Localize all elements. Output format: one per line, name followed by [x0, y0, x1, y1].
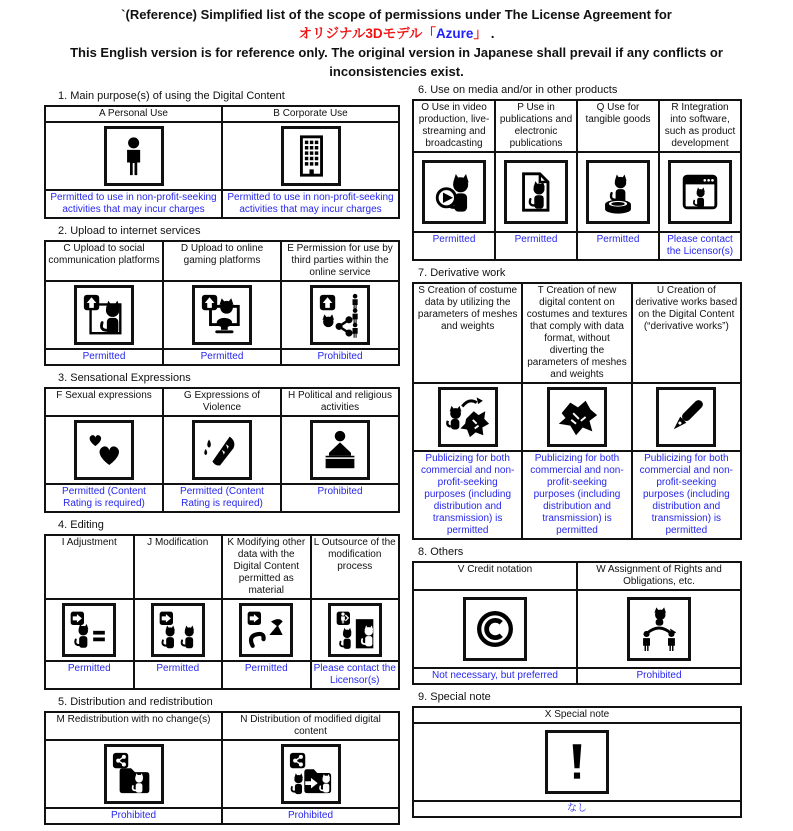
- cell-caption: Permitted: [134, 661, 223, 689]
- title-model-name-jp: オリジナル3Dモデル「: [298, 26, 436, 41]
- section-derivative-work: [412, 267, 742, 540]
- cell-caption: Prohibited: [281, 349, 399, 365]
- section-heading: 1. Main purpose(s) of using the Digital Content: [58, 90, 285, 102]
- cell-caption: Prohibited: [577, 668, 741, 684]
- icon-cell: [311, 599, 400, 661]
- section-heading: 5. Distribution and redistribution: [58, 696, 213, 708]
- cell-caption: Permitted (Content Rating is required): [163, 484, 281, 512]
- building-icon: [281, 126, 341, 186]
- icon-cell: [45, 281, 163, 349]
- icon-cell: [222, 122, 399, 190]
- cell-label: X Special note: [413, 707, 741, 723]
- new-content-icon: [547, 387, 607, 447]
- permissions-table: [412, 561, 742, 685]
- icon-cell: [163, 281, 281, 349]
- title-period: .: [486, 26, 495, 41]
- sexual-expression-icon: [74, 420, 134, 480]
- cell-label: D Upload to online gaming platforms: [163, 241, 281, 281]
- icon-cell: [577, 590, 741, 668]
- upload-gaming-icon: [192, 285, 252, 345]
- cell-caption: Publicizing for both commercial and non-profit-seeking purposes (including distribution and transmission) is permitted: [413, 451, 522, 539]
- cell-caption: Permitted to use in non-profit-seeking activities that may incur charges: [222, 190, 399, 218]
- right-column: [412, 84, 742, 824]
- section-sensational: [44, 372, 400, 513]
- cell-caption: Prohibited: [222, 808, 399, 824]
- cell-label: V Credit notation: [413, 562, 577, 590]
- permissions-table: [44, 387, 400, 513]
- permissions-table: [44, 105, 400, 219]
- section-heading: 2. Upload to internet services: [58, 225, 201, 237]
- cell-label: O Use in video production, live-streaming and broadcasting: [413, 100, 495, 152]
- tangible-goods-icon: [586, 160, 650, 224]
- cell-caption: Permitted: [45, 661, 134, 689]
- cell-label: Q Use for tangible goods: [577, 100, 659, 152]
- cell-caption: Permitted to use in non-profit-seeking activities that may incur charges: [45, 190, 222, 218]
- icon-cell: [413, 723, 741, 801]
- derivative-works-pen-icon: [656, 387, 716, 447]
- icon-cell: [632, 383, 741, 451]
- cell-label: C Upload to social communication platforms: [45, 241, 163, 281]
- icon-cell: [45, 122, 222, 190]
- cell-label: M Redistribution with no change(s): [45, 712, 222, 740]
- section-heading: 3. Sensational Expressions: [58, 372, 191, 384]
- cell-caption: Not necessary, but preferred: [413, 668, 577, 684]
- icon-cell: [281, 416, 399, 484]
- redistribution-icon: [104, 744, 164, 804]
- cell-label: B Corporate Use: [222, 106, 399, 122]
- permissions-table: [412, 99, 742, 261]
- modify-material-icon: [239, 603, 293, 657]
- section-heading: 8. Others: [418, 546, 464, 558]
- icon-cell: [413, 590, 577, 668]
- political-religious-icon: [310, 420, 370, 480]
- section-heading: 9. Special note: [418, 691, 491, 703]
- cell-caption: Publicizing for both commercial and non-profit-seeking purposes (including distribution and transmission) is permitted: [632, 451, 741, 539]
- cell-label: E Permission for use by third parties within the online service: [281, 241, 399, 281]
- icon-cell: [45, 416, 163, 484]
- costume-data-icon: [438, 387, 498, 447]
- icon-cell: [413, 383, 522, 451]
- permissions-table: [44, 711, 400, 825]
- permissions-table: [44, 534, 400, 690]
- section-heading: 7. Derivative work: [418, 267, 506, 279]
- cell-label: K Modifying other data with the Digital Content permitted as material: [222, 535, 311, 599]
- icon-cell: [45, 599, 134, 661]
- publication-icon: [504, 160, 568, 224]
- cell-label: R Integration into software, such as product development: [659, 100, 741, 152]
- cell-caption: Please contact the Licensor(s): [659, 232, 741, 260]
- icon-cell: [659, 152, 741, 232]
- cell-label: W Assignment of Rights and Obligations, etc.: [577, 562, 741, 590]
- rights-assignment-icon: [627, 597, 691, 661]
- cell-caption: Permitted: [577, 232, 659, 260]
- cell-caption: Please contact the Licensor(s): [311, 661, 400, 689]
- left-column: [44, 90, 400, 831]
- cell-label: L Outsource of the modification process: [311, 535, 400, 599]
- modification-icon: [151, 603, 205, 657]
- icon-cell: [522, 383, 631, 451]
- cell-caption: Permitted: [45, 349, 163, 365]
- icon-cell: [222, 599, 311, 661]
- section-media-products: [412, 84, 742, 261]
- software-integration-icon: [668, 160, 732, 224]
- violence-icon: [192, 420, 252, 480]
- cell-label: I Adjustment: [45, 535, 134, 599]
- cell-caption: Permitted: [413, 232, 495, 260]
- cell-label: F Sexual expressions: [45, 388, 163, 416]
- outsource-icon: [328, 603, 382, 657]
- document-title: [0, 5, 793, 81]
- person-icon: [104, 126, 164, 186]
- cell-caption: Permitted (Content Rating is required): [45, 484, 163, 512]
- title-line3: This English version is for reference only. The original version in Japanese shall prevail if any conflicts or inconsistencies exist.: [70, 45, 723, 79]
- cell-label: S Creation of costume data by utilizing the parameters of meshes and weights: [413, 283, 522, 383]
- cell-caption: Permitted: [163, 349, 281, 365]
- cell-caption: Prohibited: [45, 808, 222, 824]
- section-editing: [44, 519, 400, 690]
- cell-label: N Distribution of modified digital content: [222, 712, 399, 740]
- icon-cell: [413, 152, 495, 232]
- cell-label: U Creation of derivative works based on the Digital Content (“derivative works”): [632, 283, 741, 383]
- icon-cell: [163, 416, 281, 484]
- upload-social-icon: [74, 285, 134, 345]
- section-heading: 6. Use on media and/or in other products: [418, 84, 618, 96]
- cell-label: J Modification: [134, 535, 223, 599]
- cell-label: T Creation of new digital content on costumes and textures that comply with data format, without diverting the parameters of meshes and weights: [522, 283, 631, 383]
- section-others: [412, 546, 742, 685]
- permissions-table: [44, 240, 400, 366]
- cell-label: G Expressions of Violence: [163, 388, 281, 416]
- title-model-name-en: Azure: [435, 26, 474, 41]
- icon-cell: [134, 599, 223, 661]
- section-upload-internet: [44, 225, 400, 366]
- video-production-icon: [422, 160, 486, 224]
- upload-third-party-icon: [310, 285, 370, 345]
- section-main-purpose: [44, 90, 400, 219]
- icon-cell: [577, 152, 659, 232]
- icon-cell: [222, 740, 399, 808]
- section-special-note: [412, 691, 742, 818]
- section-distribution: [44, 696, 400, 825]
- cell-caption: Publicizing for both commercial and non-profit-seeking purposes (including distribution and transmission) is permitted: [522, 451, 631, 539]
- adjustment-icon: [62, 603, 116, 657]
- permissions-table: [412, 282, 742, 540]
- cell-caption: なし: [413, 801, 741, 817]
- distribute-modified-icon: [281, 744, 341, 804]
- permissions-table: [412, 706, 742, 818]
- exclamation-icon: [545, 730, 609, 794]
- cell-caption: Permitted: [222, 661, 311, 689]
- icon-cell: [281, 281, 399, 349]
- icon-cell: [45, 740, 222, 808]
- title-line1: `(Reference) Simplified list of the scope of permissions under The License Agreement for: [121, 7, 672, 22]
- title-bracket-close: 」: [473, 26, 487, 41]
- section-heading: 4. Editing: [58, 519, 104, 531]
- cell-label: P Use in publications and electronic publications: [495, 100, 577, 152]
- copyright-icon: [463, 597, 527, 661]
- cell-label: A Personal Use: [45, 106, 222, 122]
- cell-caption: Permitted: [495, 232, 577, 260]
- icon-cell: [495, 152, 577, 232]
- cell-label: H Political and religious activities: [281, 388, 399, 416]
- cell-caption: Prohibited: [281, 484, 399, 512]
- title-line2: [0, 24, 793, 43]
